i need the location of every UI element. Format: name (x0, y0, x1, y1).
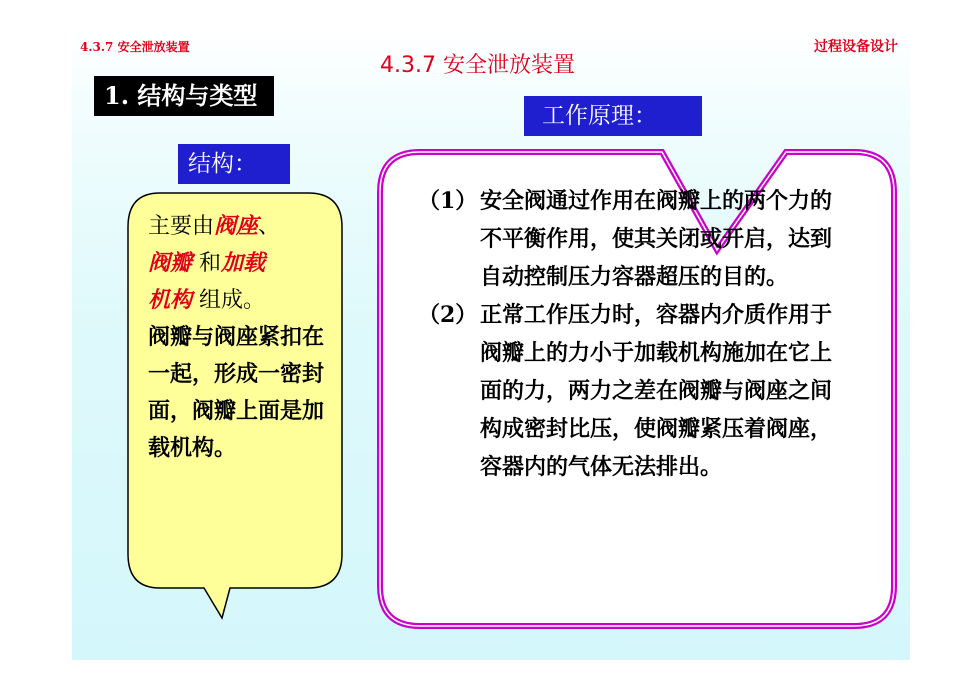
structure-and-types-label: 1. 结构与类型 (94, 76, 274, 116)
structure-description (148, 208, 338, 467)
paragraph-text-2: 正常工作压力时，容器内介质作用于阀瓣上的力小于加载机构施加在它上面的力，两力之差在阀瓣与阀座之间构成密封比压，使阀瓣紧压着阀座，容器内的气体无法排出。 (480, 302, 833, 480)
working-principle-label: 工作原理： (524, 96, 702, 136)
term-loading: 加载 (221, 250, 266, 276)
course-title: 过程设备设计 (814, 39, 898, 55)
text-seal-description: 阀瓣与阀座紧扣在一起，形成一密封面，阀瓣上面是加载机构。 (148, 324, 325, 461)
term-valve-seat: 阀座 (214, 213, 259, 239)
text-comma: 、 (258, 214, 281, 239)
slide-title: 4.3.7 安全泄放装置 (380, 53, 575, 78)
structure-label: 结构： (178, 144, 290, 184)
paragraph-number-1: （1） (418, 188, 478, 214)
paragraph-number-2: （2） (418, 302, 478, 328)
principle-description (418, 182, 848, 486)
text-composed: 组成。 (192, 288, 266, 313)
paragraph-text-1: 安全阀通过作用在阀瓣上的两个力的不平衡作用，使其关闭或开启，达到自动控制压力容器超压的目的。 (480, 188, 833, 290)
text-main: 主要由 (148, 214, 215, 239)
text-and: 和 (192, 251, 222, 276)
term-mechanism: 机构 (148, 287, 193, 313)
principle-paragraph-1 (418, 182, 848, 296)
term-valve-disc: 阀瓣 (148, 250, 193, 276)
principle-paragraph-2 (418, 296, 848, 486)
slide (72, 30, 910, 660)
section-header-small: 4.3.7 安全泄放装置 (80, 40, 190, 54)
